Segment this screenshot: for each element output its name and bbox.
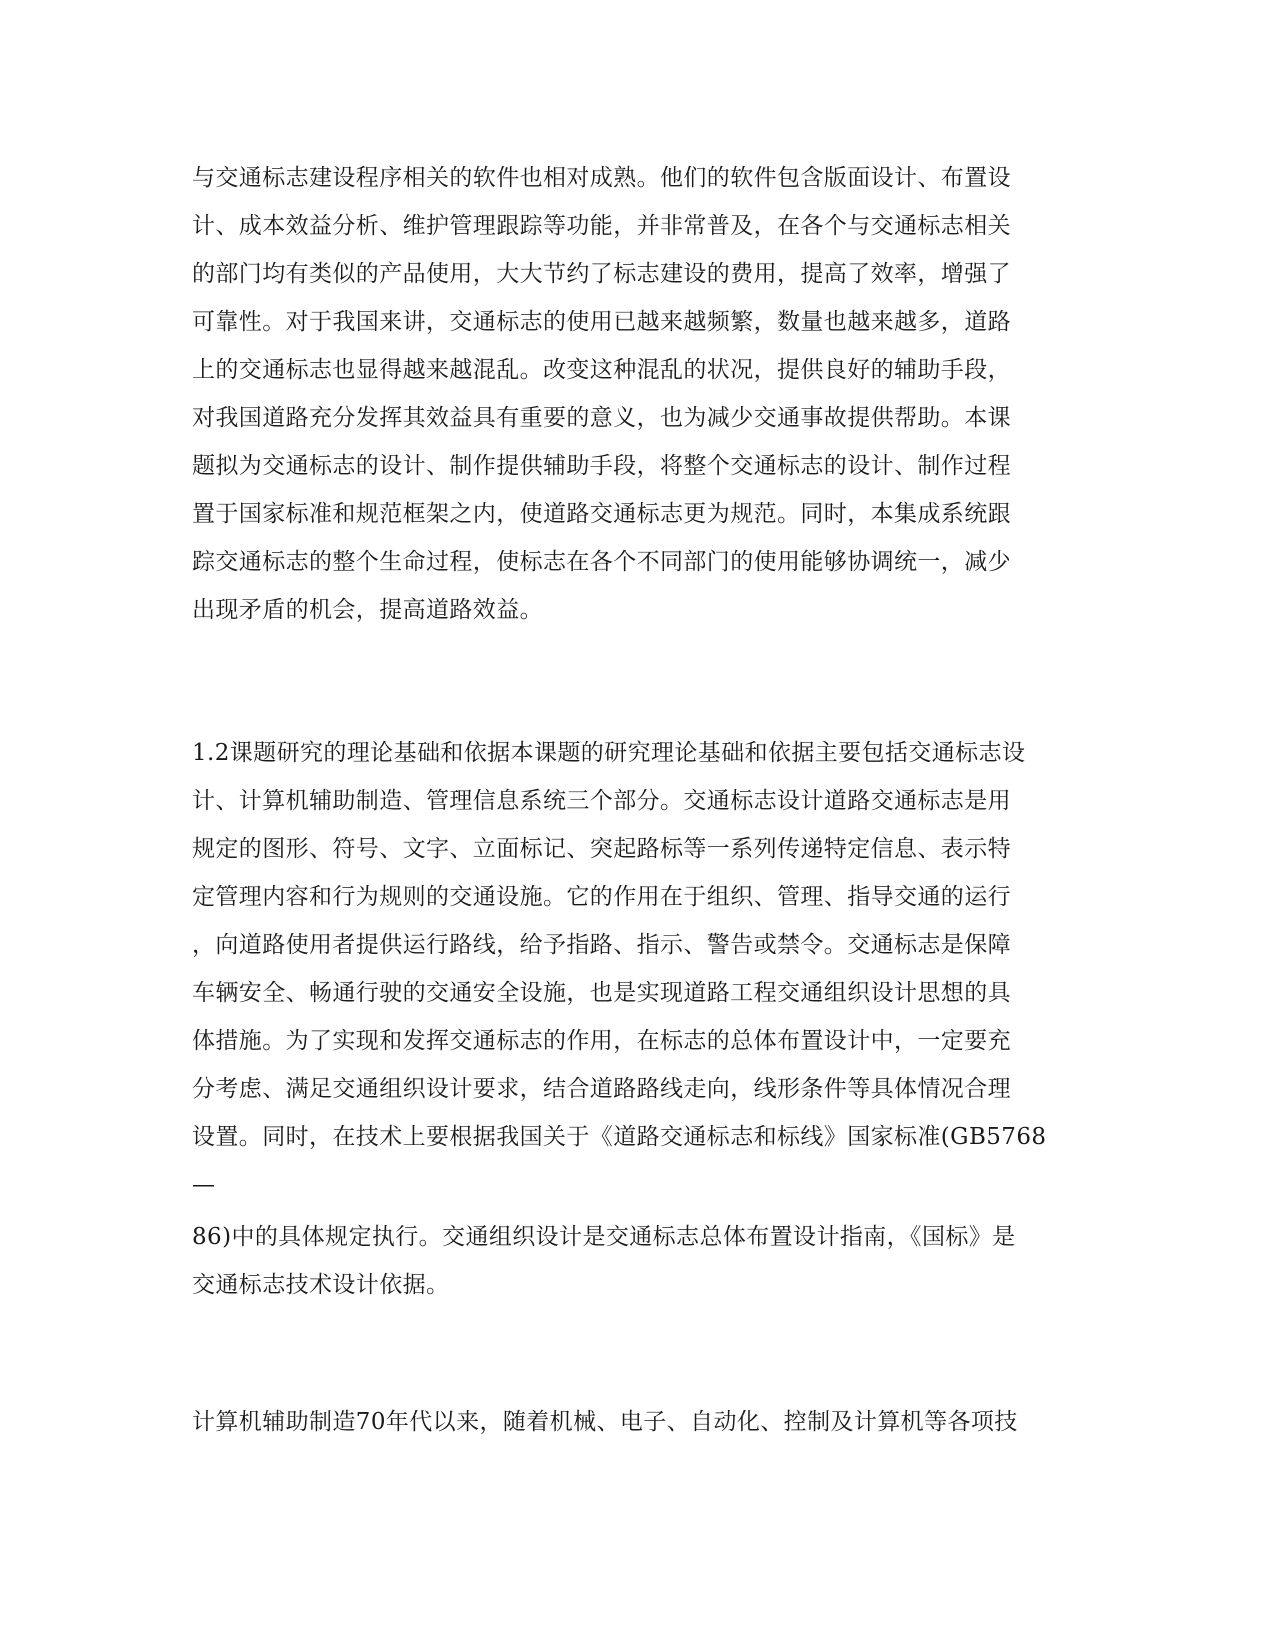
text-line: 计、成本效益分析、维护管理跟踪等功能，并非常普及，在各个与交通标志相关	[192, 213, 1011, 239]
text-line: 踪交通标志的整个生命过程，使标志在各个不同部门的使用能够协调统一，减少	[192, 549, 1011, 575]
text-line: 1.2课题研究的理论基础和依据本课题的研究理论基础和依据主要包括交通标志设	[192, 740, 1026, 766]
text-line: 车辆安全、畅通行驶的交通安全设施，也是实现道路工程交通组织设计思想的具	[192, 980, 1011, 1006]
text-line: 定管理内容和行为规则的交通设施。它的作用在于组织、管理、指导交通的运行	[192, 884, 1011, 910]
text-line: 设置。同时，在技术上要根据我国关于《道路交通标志和标线》国家标准(GB5768	[192, 1124, 1047, 1150]
text-line: 交通标志技术设计依据。	[192, 1272, 450, 1298]
text-line: 上的交通标志也显得越来越混乱。改变这种混乱的状况，提供良好的辅助手段，	[192, 357, 1011, 383]
text-line: 规定的图形、符号、文字、立面标记、突起路标等一系列传递特定信息、表示特	[192, 836, 1011, 862]
text-line: 计、计算机辅助制造、管理信息系统三个部分。交通标志设计道路交通标志是用	[192, 788, 1011, 814]
text-line: ，向道路使用者提供运行路线，给予指路、指示、警告或禁令。交通标志是保障	[192, 932, 1011, 958]
text-line: —	[192, 1172, 216, 1198]
text-line: 对我国道路充分发挥其效益具有重要的意义，也为减少交通事故提供帮助。本课	[192, 405, 1011, 431]
text-line: 体措施。为了实现和发挥交通标志的作用，在标志的总体布置设计中，一定要充	[192, 1028, 1011, 1054]
text-line: 可靠性。对于我国来讲，交通标志的使用已越来越频繁，数量也越来越多，道路	[192, 309, 1011, 335]
text-line: 与交通标志建设程序相关的软件也相对成熟。他们的软件包含版面设计、布置设	[192, 165, 1011, 191]
text-line: 题拟为交通标志的设计、制作提供辅助手段，将整个交通标志的设计、制作过程	[192, 453, 1011, 479]
text-line: 出现矛盾的机会，提高道路效益。	[192, 597, 543, 623]
text-line: 计算机辅助制造70年代以来，随着机械、电子、自动化、控制及计算机等各项技	[192, 1409, 1018, 1435]
text-line: 分考虑、满足交通组织设计要求，结合道路路线走向，线形条件等具体情况合理	[192, 1076, 1011, 1102]
text-line: 置于国家标准和规范框架之内，使道路交通标志更为规范。同时，本集成系统跟	[192, 501, 1011, 527]
text-line: 的部门均有类似的产品使用，大大节约了标志建设的费用，提高了效率，增强了	[192, 261, 1011, 287]
text-line: 86)中的具体规定执行。交通组织设计是交通标志总体布置设计指南，《国标》是	[192, 1224, 1016, 1250]
